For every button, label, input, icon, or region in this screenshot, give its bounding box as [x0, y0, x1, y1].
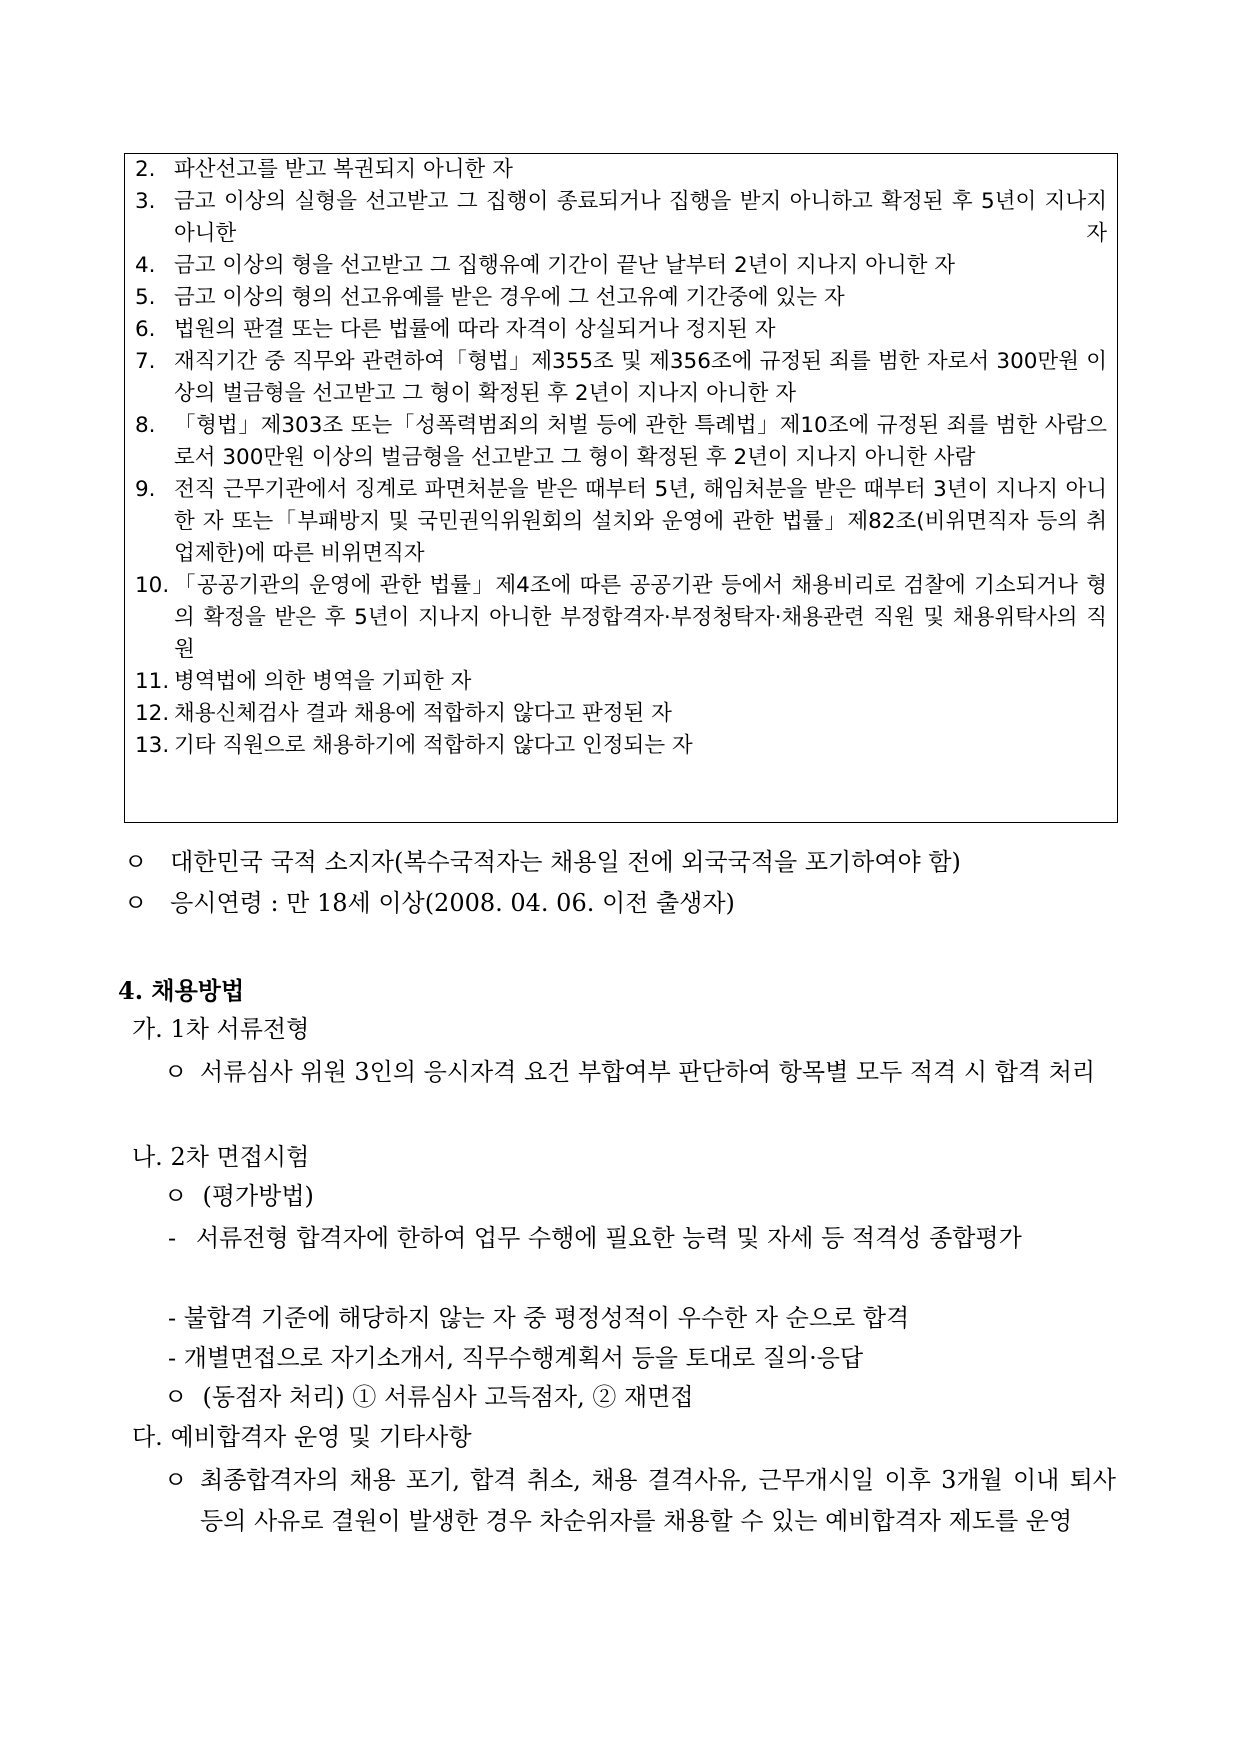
- interview-dash-1: [168, 1218, 1116, 1259]
- list-item: [135, 250, 1107, 282]
- dash-text: 서류전형 합격자에 한하여 업무 수행에 필요한 능력 및 자세 등 적격성 종합평가: [196, 1224, 1022, 1252]
- dash-marker: -: [168, 1344, 177, 1372]
- list-item: [135, 666, 1107, 698]
- item-text: 병역법에 의한 병역을 기피한 자: [174, 669, 472, 694]
- document-screening-bullet: [164, 1052, 1116, 1093]
- item-number: 8.: [135, 413, 156, 438]
- evaluation-method: [164, 1180, 314, 1212]
- bullet-marker: ㅇ: [164, 1058, 188, 1086]
- list-item: [135, 346, 1107, 410]
- item-number: 4.: [135, 253, 156, 278]
- item-number: 13.: [135, 733, 170, 758]
- subsection-title-interview: 나. 2차 면접시험: [132, 1143, 310, 1171]
- disqualification-box: [124, 153, 1118, 823]
- item-text: 금고 이상의 실형을 선고받고 그 집행이 종료되거나 집행을 받지 아니하고 확정된 후 5년이 지나지 아니한 자: [174, 189, 1107, 246]
- interview-dash-3: [168, 1342, 863, 1374]
- list-item: [135, 698, 1107, 730]
- subsection-title-document-screening: 가. 1차 서류전형: [132, 1015, 310, 1043]
- item-text: 금고 이상의 형의 선고유예를 받은 경우에 그 선고유예 기간중에 있는 자: [174, 285, 845, 310]
- bullet-text: (동점자 처리) ① 서류심사 고득점자, ② 재면접: [202, 1383, 694, 1411]
- requirement-age: [124, 887, 735, 919]
- item-number: 5.: [135, 285, 156, 310]
- section-heading: 4. 채용방법: [118, 976, 245, 1005]
- list-item: [135, 730, 1107, 762]
- item-number: 6.: [135, 317, 156, 342]
- item-number: 2.: [135, 157, 156, 182]
- item-text: 금고 이상의 형을 선고받고 그 집행유예 기간이 끝난 날부터 2년이 지나지 아니한 자: [174, 253, 956, 278]
- item-text: 재직기간 중 직무와 관련하여「형법」제355조 및 제356조에 규정된 죄를 범한 자로서 300만원 이상의 벌금형을 선고받고 그 형이 확정된 후 2년이 지나지 아니한 자: [174, 349, 1107, 406]
- disqualification-list: [135, 154, 1107, 762]
- list-item: [135, 410, 1107, 474]
- item-number: 7.: [135, 349, 156, 374]
- bullet-marker: ㅇ: [164, 1383, 188, 1411]
- item-text: 「형법」제303조 또는「성폭력범죄의 처벌 등에 관한 특례법」제10조에 규정된 죄를 범한 사람으로서 300만원 이상의 벌금형을 선고받고 그 형이 확정된 후 2년이 지나지 아니한 사람: [174, 413, 1107, 470]
- list-item: [135, 314, 1107, 346]
- item-text: 법원의 판결 또는 다른 법률에 따라 자격이 상실되거나 정지된 자: [174, 317, 776, 342]
- interview-dash-2: [168, 1302, 909, 1334]
- tie-breaker: [164, 1381, 694, 1413]
- item-text: 「공공기관의 운영에 관한 법률」제4조에 따른 공공기관 등에서 채용비리로 검찰에 기소되거나 형의 확정을 받은 후 5년이 지나지 아니한 부정합격자·부정청탁자·채용관련 직원 및 채용위탁사의 직원: [174, 573, 1107, 662]
- bullet-marker: ㅇ: [164, 1466, 188, 1494]
- list-item: [135, 570, 1107, 666]
- bullet-marker: ㅇ: [164, 1182, 188, 1210]
- list-item: [135, 474, 1107, 570]
- dash-text: 개별면접으로 자기소개서, 직무수행계획서 등을 토대로 질의·응답: [183, 1344, 864, 1372]
- item-text: 채용신체검사 결과 채용에 적합하지 않다고 판정된 자: [174, 701, 672, 726]
- requirement-nationality: [124, 846, 961, 878]
- item-text: 전직 근무기관에서 징계로 파면처분을 받은 때부터 5년, 해임처분을 받은 때부터 3년이 지나지 아니한 자 또는「부패방지 및 국민권익위원회의 설치와 운영에 관한 법률」제82조(비위면직자 등의 취업제한)에 따른 비위면직자: [174, 477, 1107, 566]
- item-number: 11.: [135, 669, 170, 694]
- item-number: 12.: [135, 701, 170, 726]
- bullet-marker: ㅇ: [124, 889, 148, 917]
- bullet-text: (평가방법): [202, 1182, 314, 1210]
- list-item: [135, 282, 1107, 314]
- item-number: 10.: [135, 573, 170, 598]
- dash-marker: -: [168, 1224, 177, 1252]
- list-item: [135, 186, 1107, 250]
- bullet-marker: ㅇ: [124, 848, 148, 876]
- list-item: [135, 154, 1107, 186]
- subsection-title-reserve: 다. 예비합격자 운영 및 기타사항: [132, 1423, 472, 1451]
- requirement-text: 대한민국 국적 소지자(복수국적자는 채용일 전에 외국국적을 포기하여야 함): [170, 848, 961, 876]
- item-number: 9.: [135, 477, 156, 502]
- item-text: 파산선고를 받고 복권되지 아니한 자: [174, 157, 513, 182]
- reserve-bullet: [164, 1460, 1116, 1542]
- dash-text: 불합격 기준에 해당하지 않는 자 중 평정성적이 우수한 자 순으로 합격: [183, 1304, 910, 1332]
- bullet-text: 서류심사 위원 3인의 응시자격 요건 부합여부 판단하여 항목별 모두 적격 시 합격 처리: [200, 1058, 1096, 1086]
- item-text: 기타 직원으로 채용하기에 적합하지 않다고 인정되는 자: [174, 733, 693, 758]
- bullet-text: 최종합격자의 채용 포기, 합격 취소, 채용 결격사유, 근무개시일 이후 3개월 이내 퇴사 등의 사유로 결원이 발생한 경우 차순위자를 채용할 수 있는 예비합격자 제도를 운영: [200, 1466, 1116, 1535]
- item-number: 3.: [135, 189, 156, 214]
- requirement-text: 응시연령 : 만 18세 이상(2008. 04. 06. 이전 출생자): [170, 889, 735, 917]
- dash-marker: -: [168, 1304, 177, 1332]
